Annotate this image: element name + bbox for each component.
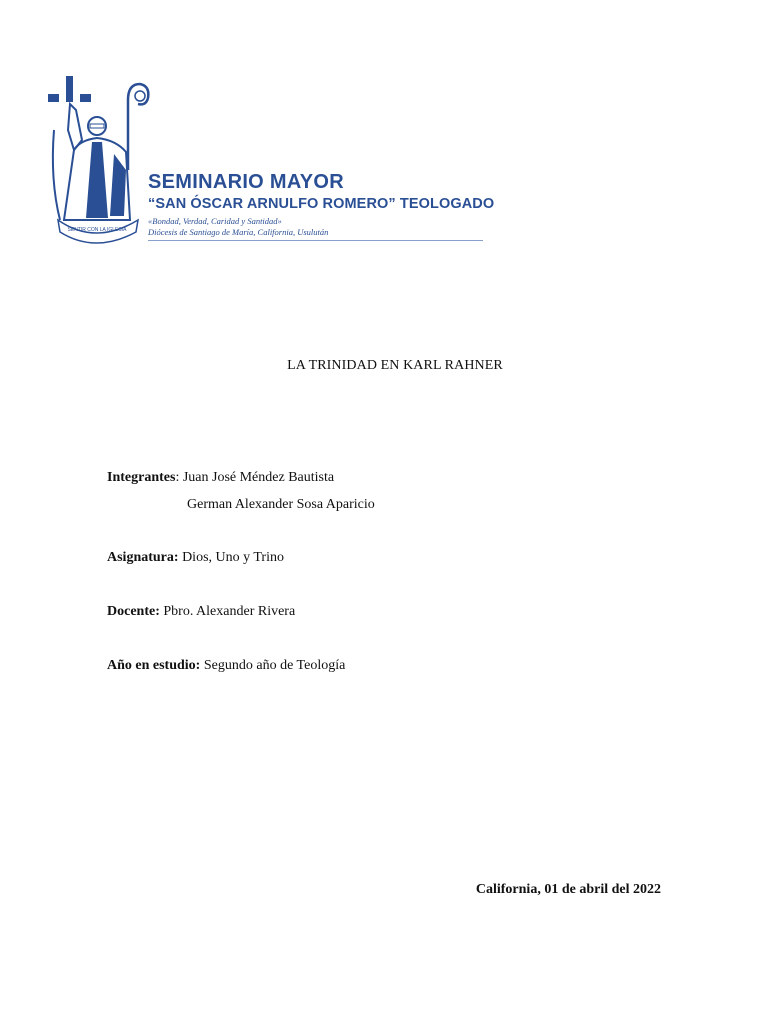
anio-estudio-row [107, 657, 345, 675]
integrantes-label: Integrantes [107, 470, 176, 485]
institution-header [40, 70, 495, 255]
emblem-ribbon-text: SENTIR CON LA IGLESIA [67, 227, 127, 233]
anio-estudio-label: Año en estudio: [107, 658, 201, 673]
integrantes-separator: : [175, 470, 183, 485]
docente-row [107, 603, 295, 621]
integrante-2-row [187, 496, 375, 514]
asignatura-label: Asignatura: [107, 550, 179, 565]
document-title: LA TRINIDAD EN KARL RAHNER [287, 358, 503, 373]
institution-name: SEMINARIO MAYOR [148, 171, 345, 193]
docente-value: Pbro. Alexander Rivera [163, 604, 296, 619]
institution-text [148, 170, 495, 238]
asignatura-row [107, 549, 284, 567]
integrantes-row [107, 469, 334, 487]
docente-label: Docente: [107, 604, 160, 619]
place-date: California, 01 de abril del 2022 [475, 882, 661, 897]
integrante-2: German Alexander Sosa Aparicio [187, 497, 375, 512]
integrante-1: Juan José Méndez Bautista [182, 470, 335, 485]
seminary-emblem-icon [40, 70, 150, 250]
anio-estudio-value: Segundo año de Teología [203, 658, 346, 673]
asignatura-value: Dios, Uno y Trino [182, 550, 284, 565]
institution-motto: «Bondad, Verdad, Caridad y Santidad» [148, 216, 282, 226]
institution-diocese: Diócesis de Santiago de María, California, Usulután [148, 227, 329, 237]
header-divider [148, 240, 483, 241]
institution-subtitle: “SAN ÓSCAR ARNULFO ROMERO” TEOLOGADO [148, 196, 495, 212]
